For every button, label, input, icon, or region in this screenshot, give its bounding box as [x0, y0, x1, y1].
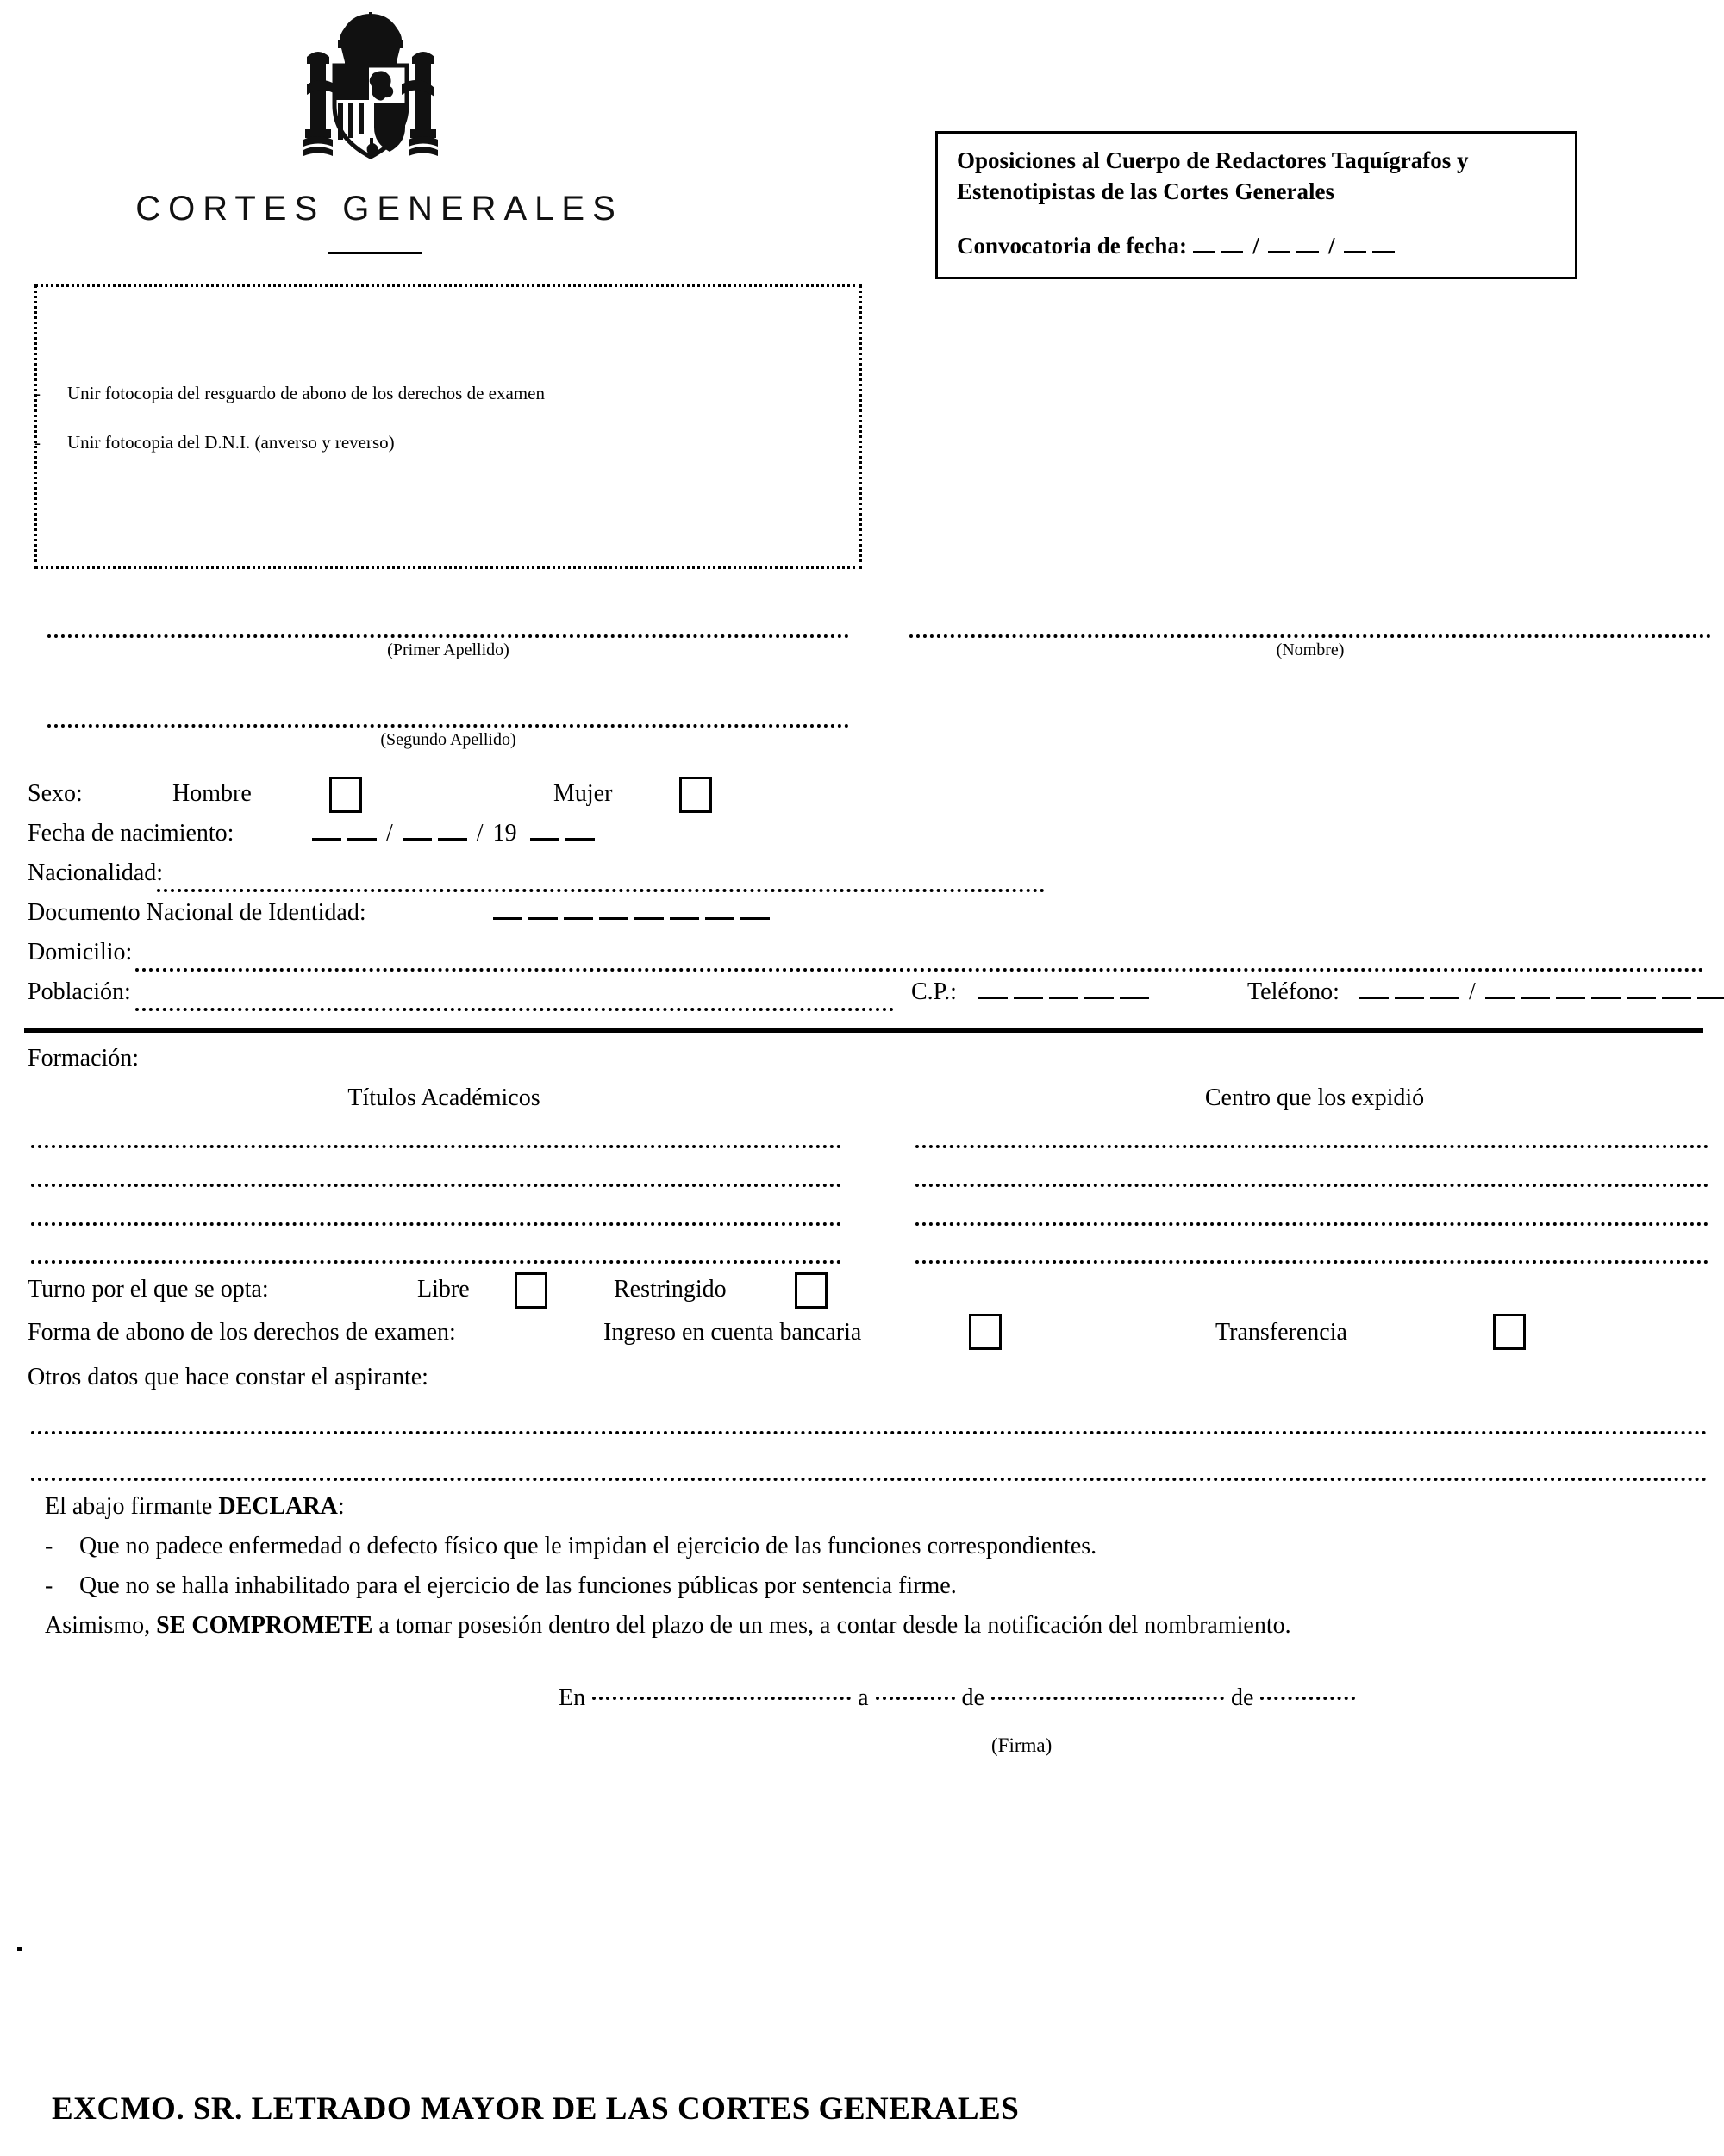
convocatoria-separator-2: /	[1327, 233, 1335, 259]
domicilio-input-line[interactable]	[135, 968, 1704, 972]
fecha-separator-1: /	[386, 820, 393, 847]
declara-item-text: Que no se halla inhabilitado para el ejercicio de las funciones públicas por sentencia firme.	[79, 1572, 957, 1599]
telefono-blank-7[interactable]	[1697, 997, 1724, 999]
convocatoria-day-blank-2[interactable]	[1221, 251, 1243, 253]
turno-label: Turno por el que se opta:	[28, 1276, 269, 1303]
telefono-blanks[interactable]	[1359, 978, 1724, 1006]
nacionalidad-label: Nacionalidad:	[28, 859, 164, 886]
turno-checkbox-restringido[interactable]	[795, 1272, 828, 1309]
titulo-input-line-1[interactable]	[31, 1145, 841, 1148]
sexo-checkbox-hombre[interactable]	[329, 777, 362, 813]
fecha-nacimiento-label: Fecha de nacimiento:	[28, 820, 234, 847]
telefono-separator: /	[1469, 978, 1476, 1005]
cp-blank-1[interactable]	[978, 997, 1008, 999]
a-label: a	[858, 1684, 869, 1711]
telefono-blank-2[interactable]	[1521, 997, 1550, 999]
declara-bullet: -	[45, 1572, 53, 1599]
poblacion-row	[28, 978, 1708, 1018]
cp-blank-4[interactable]	[1084, 997, 1114, 999]
instruction-text: Unir fotocopia del resguardo de abono de los derechos de examen	[67, 383, 545, 403]
instruction-item	[34, 383, 810, 404]
telefono-prefix-blank-2[interactable]	[1395, 997, 1424, 999]
titulos-academicos-header: Títulos Académicos	[347, 1084, 540, 1111]
titulo-input-line-2[interactable]	[31, 1184, 841, 1187]
dni-row	[28, 899, 1708, 939]
primer-apellido-caption: (Primer Apellido)	[387, 641, 509, 659]
sexo-row	[28, 780, 1708, 820]
convocatoria-year-blank-1[interactable]	[1344, 251, 1366, 253]
title-underline-rule	[328, 252, 422, 254]
de-label-month: de	[961, 1684, 984, 1711]
scan-artifact-dot	[17, 1947, 22, 1951]
poblacion-label: Población:	[28, 978, 131, 1005]
nombre-caption: (Nombre)	[1276, 641, 1345, 659]
centro-expidio-header: Centro que los expidió	[1204, 1084, 1425, 1111]
poblacion-input-line[interactable]	[135, 1008, 894, 1011]
telefono-prefix-blank-1[interactable]	[1359, 997, 1389, 999]
primer-apellido-field[interactable]	[47, 634, 849, 660]
compromiso-suffix: a tomar posesión dentro del plazo de un mes, a contar desde la notificación del nombramiento.	[372, 1612, 1291, 1639]
otros-datos-label: Otros datos que hace constar el aspirante:	[28, 1364, 428, 1390]
dni-blanks[interactable]	[493, 899, 770, 927]
otros-datos-input-line-2[interactable]	[31, 1478, 1708, 1481]
declara-bullet: -	[45, 1533, 53, 1559]
sexo-label: Sexo:	[28, 780, 83, 807]
fecha-month-blank-2[interactable]	[438, 838, 467, 841]
fecha-year-blank-2[interactable]	[565, 838, 595, 841]
dni-label: Documento Nacional de Identidad:	[28, 899, 366, 926]
telefono-blank-5[interactable]	[1627, 997, 1656, 999]
declara-keyword: DECLARA	[218, 1493, 338, 1520]
telefono-prefix-blank-3[interactable]	[1430, 997, 1459, 999]
year-input-line[interactable]	[1260, 1697, 1355, 1700]
centro-input-line-4[interactable]	[915, 1260, 1708, 1264]
declara-item	[45, 1533, 1683, 1560]
fecha-day-blank-2[interactable]	[347, 838, 377, 841]
dni-blank-1[interactable]	[493, 917, 522, 920]
cp-blank-5[interactable]	[1120, 997, 1149, 999]
abono-checkbox-ingreso[interactable]	[969, 1314, 1002, 1350]
fecha-nacimiento-row	[28, 820, 1708, 859]
footer-addressee: EXCMO. SR. LETRADO MAYOR DE LAS CORTES GENERALES	[52, 2091, 1020, 2127]
dni-blank-6[interactable]	[670, 917, 699, 920]
fecha-nacimiento-blanks[interactable]	[312, 820, 595, 847]
place-input-line[interactable]	[592, 1697, 851, 1700]
en-label: En	[559, 1684, 586, 1711]
convocatoria-month-blank-1[interactable]	[1268, 251, 1290, 253]
telefono-blank-1[interactable]	[1485, 997, 1515, 999]
primer-apellido-input-line[interactable]	[47, 634, 849, 638]
forma-abono-row	[28, 1319, 1708, 1364]
instruction-item	[34, 432, 810, 453]
forma-abono-label: Forma de abono de los derechos de examen:	[28, 1319, 456, 1346]
convocatoria-year-blank-2[interactable]	[1372, 251, 1395, 253]
centro-input-line-2[interactable]	[915, 1184, 1708, 1187]
centro-input-line-1[interactable]	[915, 1145, 1708, 1148]
telefono-label: Teléfono:	[1247, 978, 1340, 1005]
instruction-bullet: -	[34, 432, 41, 453]
abono-checkbox-transferencia[interactable]	[1493, 1314, 1526, 1350]
segundo-apellido-input-line[interactable]	[47, 724, 849, 728]
abono-option-ingreso-label: Ingreso en cuenta bancaria	[603, 1319, 862, 1346]
convocatoria-title-line-2: Estenotipistas de las Cortes Generales	[957, 178, 1334, 204]
cp-blanks[interactable]	[978, 978, 1149, 1006]
nacionalidad-input-line[interactable]	[157, 889, 1045, 892]
fecha-separator-2: /	[476, 820, 484, 847]
abono-option-transferencia-label: Transferencia	[1215, 1319, 1347, 1346]
month-input-line[interactable]	[991, 1697, 1224, 1700]
compromiso-keyword: SE COMPROMETE	[156, 1612, 373, 1639]
page-title: CORTES GENERALES	[135, 190, 623, 228]
cp-blank-2[interactable]	[1014, 997, 1043, 999]
instruction-bullet: -	[34, 383, 41, 403]
fecha-month-blank-1[interactable]	[403, 838, 432, 841]
declara-intro-text: El abajo firmante	[45, 1493, 219, 1520]
dni-blank-5[interactable]	[634, 917, 664, 920]
convocatoria-box	[935, 131, 1577, 279]
place-date-row	[552, 1684, 1355, 1712]
centro-input-line-3[interactable]	[915, 1222, 1708, 1226]
cp-label: C.P.:	[911, 978, 957, 1005]
titulo-input-line-3[interactable]	[31, 1222, 841, 1226]
telefono-blank-4[interactable]	[1591, 997, 1621, 999]
telefono-blank-6[interactable]	[1662, 997, 1691, 999]
instructions-list	[34, 383, 810, 481]
dni-blank-3[interactable]	[564, 917, 593, 920]
fecha-day-blank-1[interactable]	[312, 838, 341, 841]
segundo-apellido-caption: (Segundo Apellido)	[380, 730, 516, 749]
turno-option-libre-label: Libre	[417, 1276, 470, 1303]
fecha-year-blank-1[interactable]	[530, 838, 559, 841]
sexo-option-hombre-label: Hombre	[172, 780, 252, 807]
section-divider-rule	[24, 1028, 1703, 1033]
declara-colon: :	[337, 1493, 345, 1520]
declara-item	[45, 1572, 1683, 1600]
domicilio-label: Domicilio:	[28, 939, 133, 966]
dni-blank-7[interactable]	[705, 917, 734, 920]
formacion-section-label: Formación:	[28, 1045, 140, 1072]
instruction-text: Unir fotocopia del D.N.I. (anverso y reverso)	[67, 432, 395, 453]
domicilio-row	[28, 939, 1708, 978]
convocatoria-date-row	[957, 233, 1559, 259]
dni-blank-4[interactable]	[599, 917, 628, 920]
cp-blank-3[interactable]	[1049, 997, 1078, 999]
turno-option-restringido-label: Restringido	[614, 1276, 727, 1303]
declaracion-block	[45, 1493, 1683, 1640]
nombre-field[interactable]	[909, 634, 1711, 660]
declara-item-text: Que no padece enfermedad o defecto físico que le impidan el ejercicio de las funciones correspondientes.	[79, 1533, 1097, 1559]
convocatoria-month-blank-2[interactable]	[1296, 251, 1319, 253]
dni-blank-2[interactable]	[528, 917, 558, 920]
nombre-input-line[interactable]	[909, 634, 1711, 638]
compromiso-line	[45, 1612, 1683, 1640]
sexo-checkbox-mujer[interactable]	[679, 777, 712, 813]
segundo-apellido-field[interactable]	[47, 724, 849, 750]
otros-datos-input-line-1[interactable]	[31, 1431, 1708, 1434]
firma-caption: (Firma)	[991, 1734, 1053, 1756]
turno-row	[28, 1276, 1708, 1321]
convocatoria-day-blank-1[interactable]	[1193, 251, 1215, 253]
personal-data-block	[28, 780, 1708, 1018]
declara-heading	[45, 1493, 1683, 1521]
nacionalidad-row	[28, 859, 1708, 899]
turno-checkbox-libre[interactable]	[515, 1272, 547, 1309]
spain-coat-of-arms-icon	[284, 9, 457, 172]
day-input-line[interactable]	[876, 1697, 955, 1700]
convocatoria-date-label: Convocatoria de fecha:	[957, 233, 1187, 259]
dni-blank-8[interactable]	[740, 917, 770, 920]
sexo-option-mujer-label: Mujer	[553, 780, 613, 807]
fecha-century-prefix: 19	[492, 820, 517, 847]
titulo-input-line-4[interactable]	[31, 1260, 841, 1264]
convocatoria-separator-1: /	[1252, 233, 1259, 259]
telefono-blank-3[interactable]	[1556, 997, 1585, 999]
compromiso-prefix: Asimismo,	[45, 1612, 157, 1639]
de-label-year: de	[1230, 1684, 1254, 1711]
convocatoria-title-line-1: Oposiciones al Cuerpo de Redactores Taquígrafos y	[957, 147, 1469, 173]
